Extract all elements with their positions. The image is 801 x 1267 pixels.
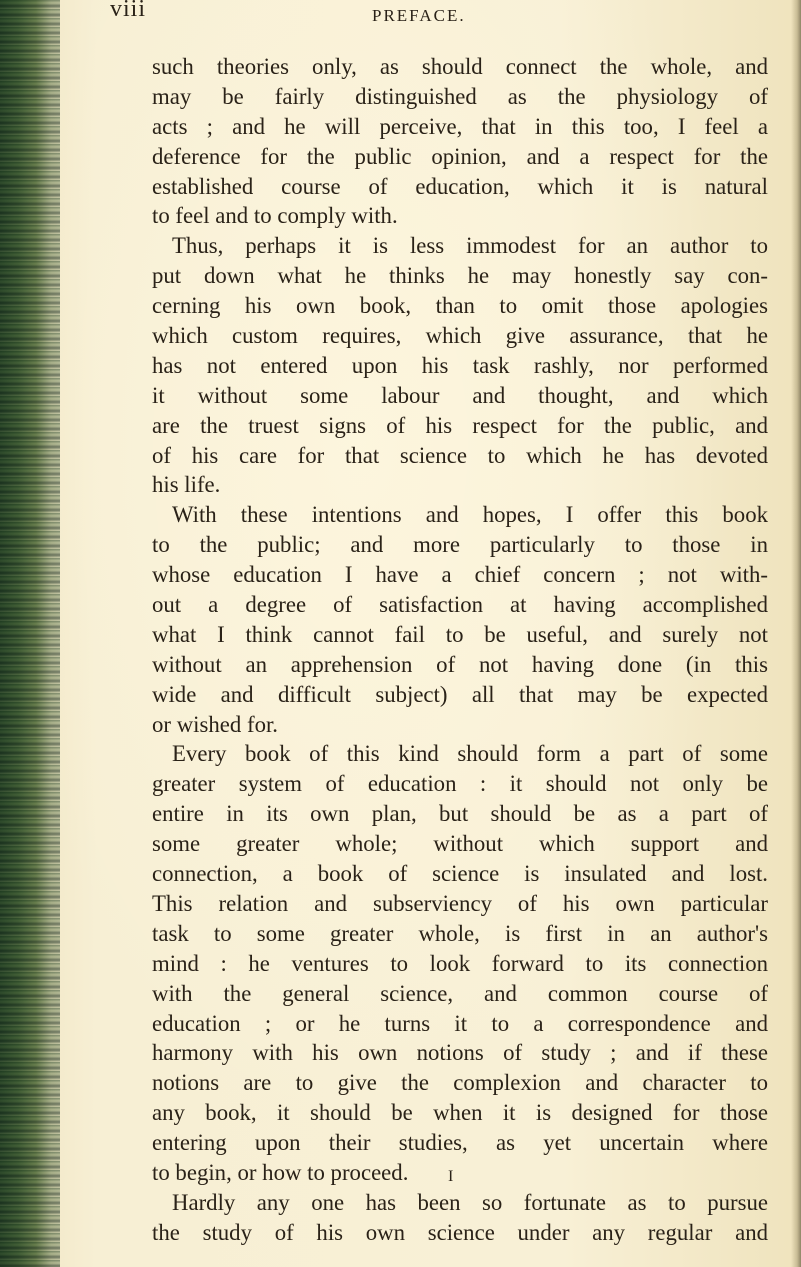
text-line: out a degree of satisfaction at having accomplished bbox=[152, 592, 768, 618]
text-line: Hardly any one has been so fortunate as to pursue bbox=[172, 1189, 768, 1215]
text-line: Thus, perhaps it is less immodest for an author to bbox=[172, 233, 768, 259]
text-line: With these intentions and hopes, I offer this book bbox=[172, 502, 768, 528]
text-line: which custom requires, which give assurance, that he bbox=[152, 323, 768, 349]
text-line: any book, it should be when it is designed for those bbox=[152, 1100, 768, 1126]
text-line: are the truest signs of his respect for the public, and bbox=[152, 412, 768, 438]
text-line: wide and difficult subject) all that may be expected bbox=[152, 681, 768, 707]
text-line: to the public; and more particularly to those in bbox=[152, 532, 768, 558]
text-line: the study of his own science under any regular and bbox=[152, 1219, 768, 1245]
text-line: some greater whole; without which support and bbox=[152, 831, 768, 857]
text-line: his life. bbox=[152, 472, 221, 498]
text-line: cerning his own book, than to omit those apologies bbox=[152, 293, 768, 319]
text-line: put down what he thinks he may honestly say con- bbox=[152, 263, 768, 289]
text-line: entire in its own plan, but should be as a part of bbox=[152, 801, 768, 827]
page-right-edge bbox=[791, 0, 801, 1267]
text-line: to feel and to comply with. bbox=[152, 203, 398, 229]
text-line: whose education I have a chief concern ; not with- bbox=[152, 562, 768, 588]
running-head: PREFACE. bbox=[372, 6, 466, 25]
text-line: to begin, or how to proceed. bbox=[152, 1159, 409, 1185]
text-line: established course of education, which it is natural bbox=[152, 173, 768, 199]
text-line: This relation and subserviency of his own particular bbox=[152, 890, 768, 916]
text-line: harmony with his own notions of study ; and if these bbox=[152, 1040, 768, 1066]
page-header bbox=[110, 0, 750, 36]
text-line: Every book of this kind should form a part of some bbox=[172, 741, 768, 767]
page-number: viii bbox=[110, 0, 147, 22]
text-line: deference for the public opinion, and a respect for the bbox=[152, 143, 768, 169]
text-line: connection, a book of science is insulated and lost. bbox=[152, 861, 768, 887]
body-text bbox=[152, 52, 768, 1248]
text-line: mind : he ventures to look forward to its connection bbox=[152, 950, 768, 976]
text-line: entering upon their studies, as yet uncertain where bbox=[152, 1130, 768, 1156]
signature-mark: I bbox=[448, 1168, 454, 1185]
text-line: acts ; and he will perceive, that in this too, I feel a bbox=[152, 113, 768, 139]
text-line: it without some labour and thought, and which bbox=[152, 382, 768, 408]
text-line: has not entered upon his task rashly, nor performed bbox=[152, 352, 768, 378]
book-binding-edge bbox=[0, 0, 60, 1267]
text-line: may be fairly distinguished as the physiology of bbox=[152, 83, 768, 109]
text-line: task to some greater whole, is first in an author's bbox=[152, 920, 768, 946]
text-line: with the general science, and common course of bbox=[152, 980, 768, 1006]
text-line: notions are to give the complexion and character to bbox=[152, 1070, 768, 1096]
text-line: such theories only, as should connect the whole, and bbox=[152, 54, 768, 79]
text-line: of his care for that science to which he has devoted bbox=[152, 442, 768, 468]
text-line: what I think cannot fail to be useful, and surely not bbox=[152, 621, 768, 647]
text-line: without an apprehension of not having done (in this bbox=[152, 651, 768, 677]
text-line: greater system of education : it should not only be bbox=[152, 771, 768, 797]
text-line: education ; or he turns it to a correspondence and bbox=[152, 1010, 768, 1036]
text-line: or wished for. bbox=[152, 711, 278, 737]
